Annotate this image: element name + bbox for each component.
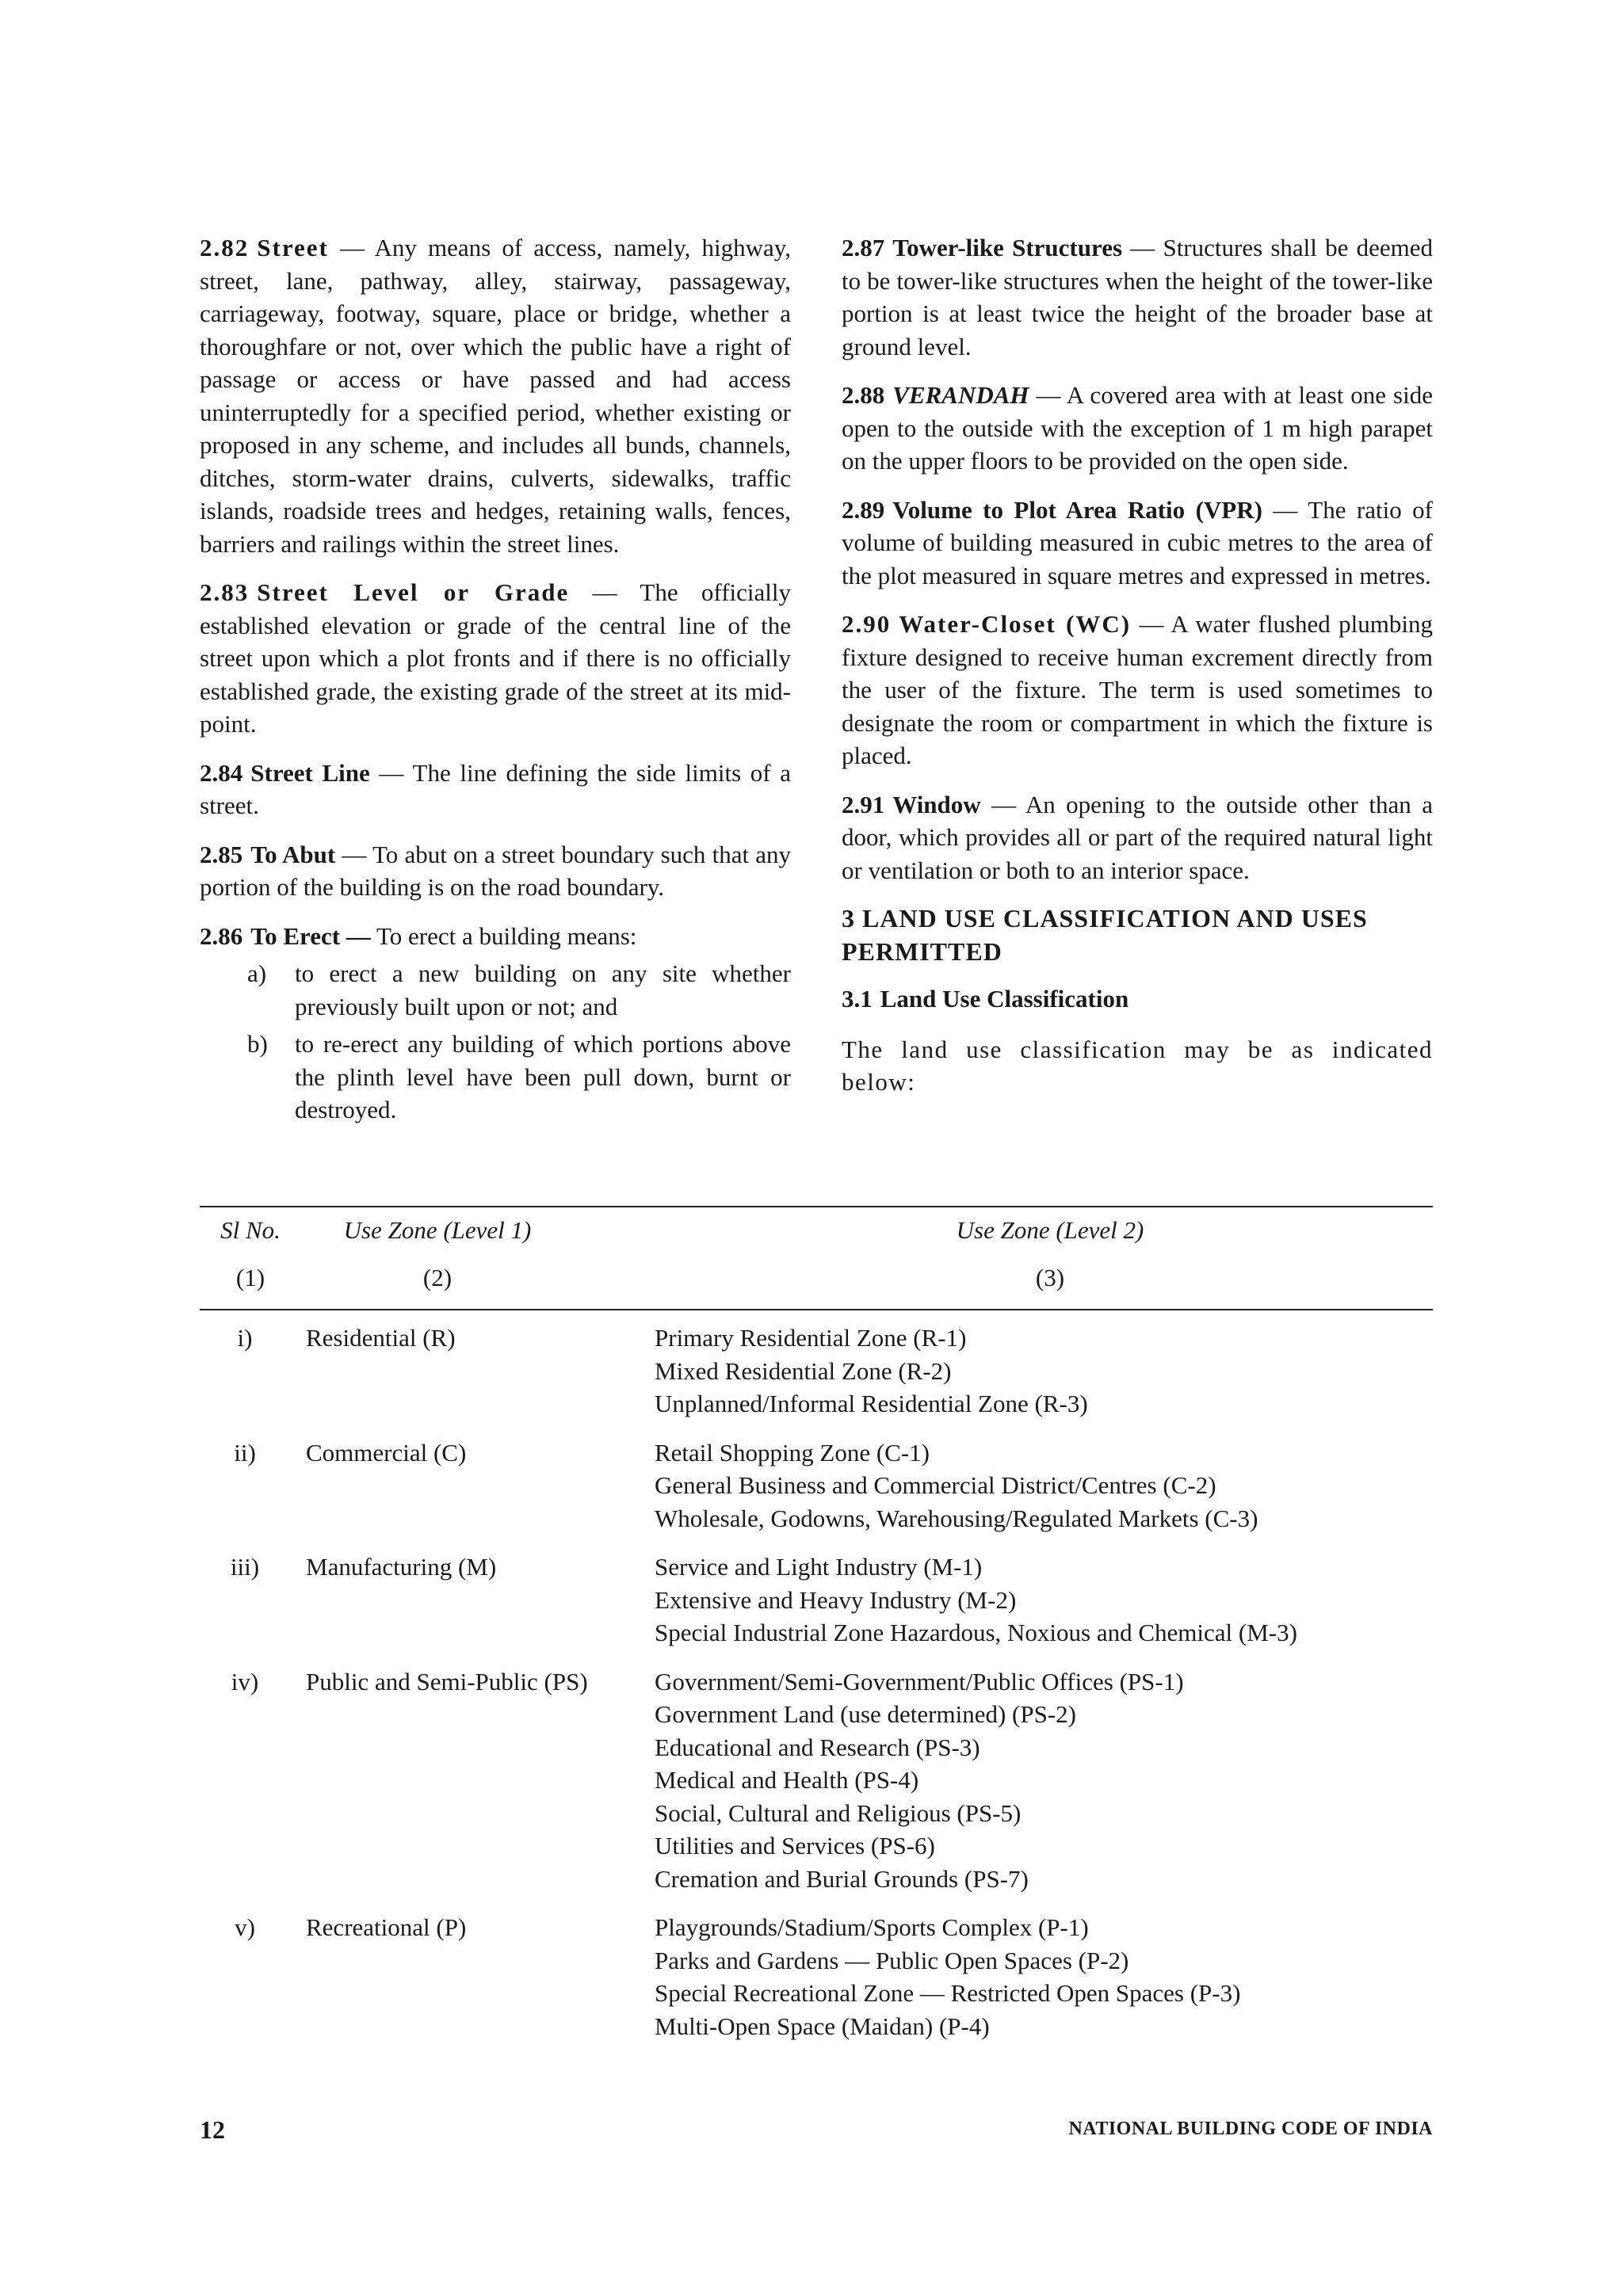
clause-number: 2.91 — [842, 790, 885, 818]
clause-text: — The ratio of volume of building measured in cubic metres to the area of the plot measured in square metres and expressed in metres. — [842, 495, 1433, 589]
sub-zone: Multi-Open Space (Maidan) (P-4) — [655, 2012, 990, 2040]
clause-number: 2.87 — [842, 234, 885, 261]
header-col-3-number: (3) — [1035, 1264, 1065, 1291]
clause-2-88 — [842, 379, 1433, 478]
clause-number: 2.89 — [842, 495, 885, 524]
left-column — [200, 231, 791, 1131]
clause-text: — The line defining the side limits of a street. — [200, 758, 791, 819]
sub-zone: General Business and Commercial District/Centres (C-2) — [655, 1471, 1216, 1499]
table-row — [200, 1550, 1433, 1650]
header-sl-no: Sl No. — [220, 1216, 281, 1244]
header-use-zone-level-2: Use Zone (Level 2) — [956, 1216, 1144, 1244]
section-3-1-intro: The land use classification may be as indicated below: — [842, 1035, 1433, 1096]
sub-zone: Social, Cultural and Religious (PS-5) — [655, 1798, 1022, 1827]
clause-number: 2.84 — [200, 758, 243, 787]
sub-zone: Government/Semi-Government/Public Offices (PS-1) — [655, 1667, 1184, 1695]
running-title: NATIONAL BUILDING CODE OF INDIA — [1068, 2119, 1433, 2139]
use-zone-level-1: Manufacturing (M) — [306, 1553, 497, 1581]
clause-term: Tower-like Structures — [892, 234, 1123, 261]
table-body — [200, 1322, 1433, 2058]
table-header-rule — [200, 1309, 1433, 1310]
clause-term: To Abut — [250, 840, 336, 868]
header-col-1-number: (1) — [235, 1264, 265, 1291]
clause-2-83 — [200, 576, 791, 741]
use-zone-level-2-list — [655, 1436, 1433, 1535]
header-use-zone-level-1: Use Zone (Level 1) — [343, 1216, 532, 1244]
clause-text: — An opening to the outside other than a door, which provides all or part of the required natural light or ventilation or both to an interior space. — [842, 790, 1433, 884]
page-number: 12 — [200, 2115, 225, 2144]
clause-term: Water-Closet (WC) — [899, 610, 1132, 638]
section-number: 3.1 — [842, 985, 873, 1013]
use-zone-level-1: Recreational (P) — [306, 1913, 467, 1941]
clause-2-87 — [842, 231, 1433, 363]
clause-text: — To abut on a street boundary such that any portion of the building is on the road boundary. — [200, 840, 792, 901]
sub-zone: Government Land (use determined) (PS-2) — [655, 1700, 1077, 1728]
list-marker: b) — [247, 1030, 268, 1058]
table-row — [200, 1436, 1433, 1535]
use-zone-level-2-list — [655, 1665, 1433, 1896]
clause-term: VERANDAH — [892, 381, 1029, 409]
clause-2-86-list — [200, 957, 791, 1127]
sub-zone: Educational and Research (PS-3) — [655, 1733, 980, 1761]
row-number: iv) — [231, 1667, 259, 1695]
table-top-rule — [200, 1206, 1433, 1207]
clause-number: 2.82 — [200, 234, 250, 261]
right-column — [842, 231, 1433, 1115]
use-zone-level-2-list — [655, 1550, 1433, 1650]
section-3-1-heading — [842, 982, 1433, 1016]
clause-term: Volume to Plot Area Ratio (VPR) — [892, 495, 1262, 524]
clause-term: To Erect — — [250, 921, 371, 950]
clause-2-84 — [200, 757, 791, 822]
clause-2-82 — [200, 231, 791, 560]
clause-text: — A covered area with at least one side open to the outside with the exception of 1 m high parapet on the upper floors to be provided on the open side. — [842, 381, 1433, 475]
sub-zone: Primary Residential Zone (R-1) — [655, 1324, 967, 1352]
clause-term: Street Level or Grade — [257, 578, 570, 606]
clause-number: 2.86 — [200, 921, 243, 950]
use-zone-level-2-list — [655, 1322, 1433, 1421]
list-item — [200, 1028, 791, 1127]
sub-zone: Service and Light Industry (M-1) — [655, 1553, 983, 1581]
sub-zone: Retail Shopping Zone (C-1) — [655, 1438, 930, 1466]
use-zone-level-2-list — [655, 1911, 1433, 2042]
table-row — [200, 1322, 1433, 1421]
clause-number: 2.88 — [842, 381, 885, 409]
clause-term: Street Line — [250, 758, 370, 787]
sub-zone: Utilities and Services (PS-6) — [655, 1832, 935, 1859]
row-number: iii) — [230, 1553, 260, 1581]
list-item — [200, 957, 791, 1023]
clause-2-89 — [842, 494, 1433, 593]
sub-zone: Wholesale, Godowns, Warehousing/Regulated Markets (C-3) — [655, 1504, 1258, 1532]
list-text: to re-erect any building of which portions above the plinth level have been pull down, burnt or destroyed. — [295, 1030, 791, 1123]
sub-zone: Medical and Health (PS-4) — [655, 1766, 919, 1794]
sub-zone: Cremation and Burial Grounds (PS-7) — [655, 1864, 1029, 1893]
clause-number: 2.90 — [842, 610, 892, 638]
clause-2-86 — [200, 920, 791, 953]
clause-text: — A water flushed plumbing fixture designed to receive human excrement directly from the user of the fixture. The term is used sometimes to designate the room or compartment in which the fixture is placed. — [842, 610, 1434, 769]
sub-zone: Playgrounds/Stadium/Sports Complex (P-1) — [655, 1913, 1089, 1941]
list-marker: a) — [247, 959, 267, 987]
use-zone-level-1: Public and Semi-Public (PS) — [306, 1667, 588, 1695]
row-number: v) — [235, 1913, 255, 1941]
table-row — [200, 1665, 1433, 1896]
sub-zone: Unplanned/Informal Residential Zone (R-3) — [655, 1390, 1088, 1417]
table-row — [200, 1911, 1433, 2042]
header-col-2-number: (2) — [422, 1264, 453, 1291]
sub-zone: Special Recreational Zone — Restricted Open Spaces (P-3) — [655, 1979, 1241, 2007]
section-3-heading: 3 LAND USE CLASSIFICATION AND USES PERMITTED — [842, 904, 1368, 966]
row-number: ii) — [234, 1438, 256, 1466]
list-text: to erect a new building on any site whether previously built upon or not; and — [295, 959, 791, 1020]
sub-zone: Mixed Residential Zone (R-2) — [655, 1356, 952, 1385]
sub-zone: Parks and Gardens — Public Open Spaces (P-2) — [655, 1946, 1129, 1974]
clause-text: — The officially established elevation or grade of the central line of the street upon which a plot fronts and if there is no officially established grade, the existing grade of the street at its mid-point. — [200, 578, 791, 738]
clause-text: To erect a building means: — [370, 921, 637, 950]
clause-number: 2.83 — [200, 578, 250, 606]
sub-zone: Extensive and Heavy Industry (M-2) — [655, 1585, 1017, 1614]
clause-term: Street — [257, 234, 329, 261]
row-number: i) — [237, 1324, 253, 1352]
clause-text: — Structures shall be deemed to be tower-like structures when the height of the tower-like portion is at least twice the height of the broader base at ground level. — [842, 234, 1433, 360]
clause-term: Window — [892, 790, 981, 818]
sub-zone: Special Industrial Zone Hazardous, Noxious and Chemical (M-3) — [655, 1619, 1297, 1646]
clause-2-91 — [842, 788, 1433, 887]
section-title: Land Use Classification — [880, 985, 1129, 1013]
clause-2-90 — [842, 608, 1433, 772]
use-zone-level-1: Residential (R) — [306, 1324, 456, 1352]
use-zone-level-1: Commercial (C) — [306, 1438, 467, 1466]
clause-text: — Any means of access, namely, highway, street, lane, pathway, alley, stairway, passageway, carriageway, footway, square, place or bridge, whether a thoroughfare or not, over which the public have a right of passage or access or have passed and had access uninterruptedly for a specified period, whether existing or proposed in any scheme, and includes all bunds, channels, ditches, storm-water drains, culverts, sidewalks, traffic islands, roadside trees and hedges, retaining walls, fences, barriers and railings within the street lines. — [200, 234, 791, 558]
clause-number: 2.85 — [200, 840, 243, 868]
clause-2-85 — [200, 838, 791, 904]
